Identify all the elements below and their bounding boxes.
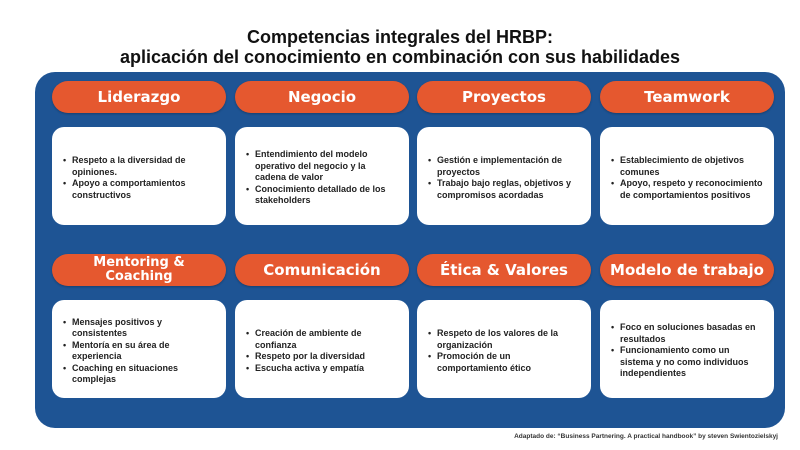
competency-item-list (243, 328, 399, 374)
competency-item: • Gestión e implementación de proyectos (437, 155, 581, 178)
competency-card (52, 127, 226, 225)
competency-heading (52, 254, 226, 286)
competency-heading: Proyectos (417, 81, 591, 113)
competency-item-list (60, 317, 216, 386)
competency-item: • Mensajes positivos y consistentes (72, 317, 216, 340)
competencies-panel (35, 72, 785, 428)
competency-card (417, 300, 591, 398)
competency-heading-text: Mentoring & Coaching (93, 255, 185, 284)
competency-item-list (425, 328, 581, 374)
diagram-title (0, 27, 800, 67)
competency-card (235, 127, 409, 225)
competency-item: • Funcionamiento como un sistema y no como individuos independientes (620, 345, 764, 380)
competency-item-list (608, 155, 764, 201)
competency-item-list (243, 149, 399, 207)
title-line-2: aplicación del conocimiento en combinación con sus habilidades (119, 47, 681, 67)
competency-item: • Entendimiento del modelo operativo del negocio y la cadena de valor (255, 149, 399, 184)
competency-card (52, 300, 226, 398)
competency-item-list (60, 155, 216, 201)
competency-item-list (608, 322, 764, 380)
competency-card (235, 300, 409, 398)
source-footnote: Adaptado de: “Business Partnering. A practical handbook” by steven Swientozielskyj (514, 433, 778, 440)
competency-item: • Escucha activa y empatía (255, 363, 399, 375)
competency-item: • Coaching en situaciones complejas (72, 363, 216, 386)
competency-item: • Apoyo, respeto y reconocimiento de comportamientos positivos (620, 178, 764, 201)
competency-item: • Mentoría en su área de experiencia (72, 340, 216, 363)
competency-heading: Teamwork (600, 81, 774, 113)
competency-item: • Establecimiento de objetivos comunes (620, 155, 764, 178)
competency-item: • Respeto de los valores de la organización (437, 328, 581, 351)
competency-heading: Negocio (235, 81, 409, 113)
title-line-1: Competencias integrales del HRBP: (246, 27, 554, 47)
competency-card (600, 300, 774, 398)
competency-heading: Ética & Valores (417, 254, 591, 286)
competency-heading: Liderazgo (52, 81, 226, 113)
competency-item: • Respeto por la diversidad (255, 351, 399, 363)
competency-item: • Foco en soluciones basadas en resultados (620, 322, 764, 345)
competency-item: • Creación de ambiente de confianza (255, 328, 399, 351)
competency-item: • Promoción de un comportamiento ético (437, 351, 581, 374)
competency-card (417, 127, 591, 225)
competency-item: • Trabajo bajo reglas, objetivos y compromisos acordadas (437, 178, 581, 201)
competency-item: • Apoyo a comportamientos constructivos (72, 178, 216, 201)
competency-heading: Modelo de trabajo (600, 254, 774, 286)
competency-item: • Respeto a la diversidad de opiniones. (72, 155, 216, 178)
competency-item: • Conocimiento detallado de los stakeholders (255, 184, 399, 207)
competency-item-list (425, 155, 581, 201)
competency-heading: Comunicación (235, 254, 409, 286)
competency-card (600, 127, 774, 225)
